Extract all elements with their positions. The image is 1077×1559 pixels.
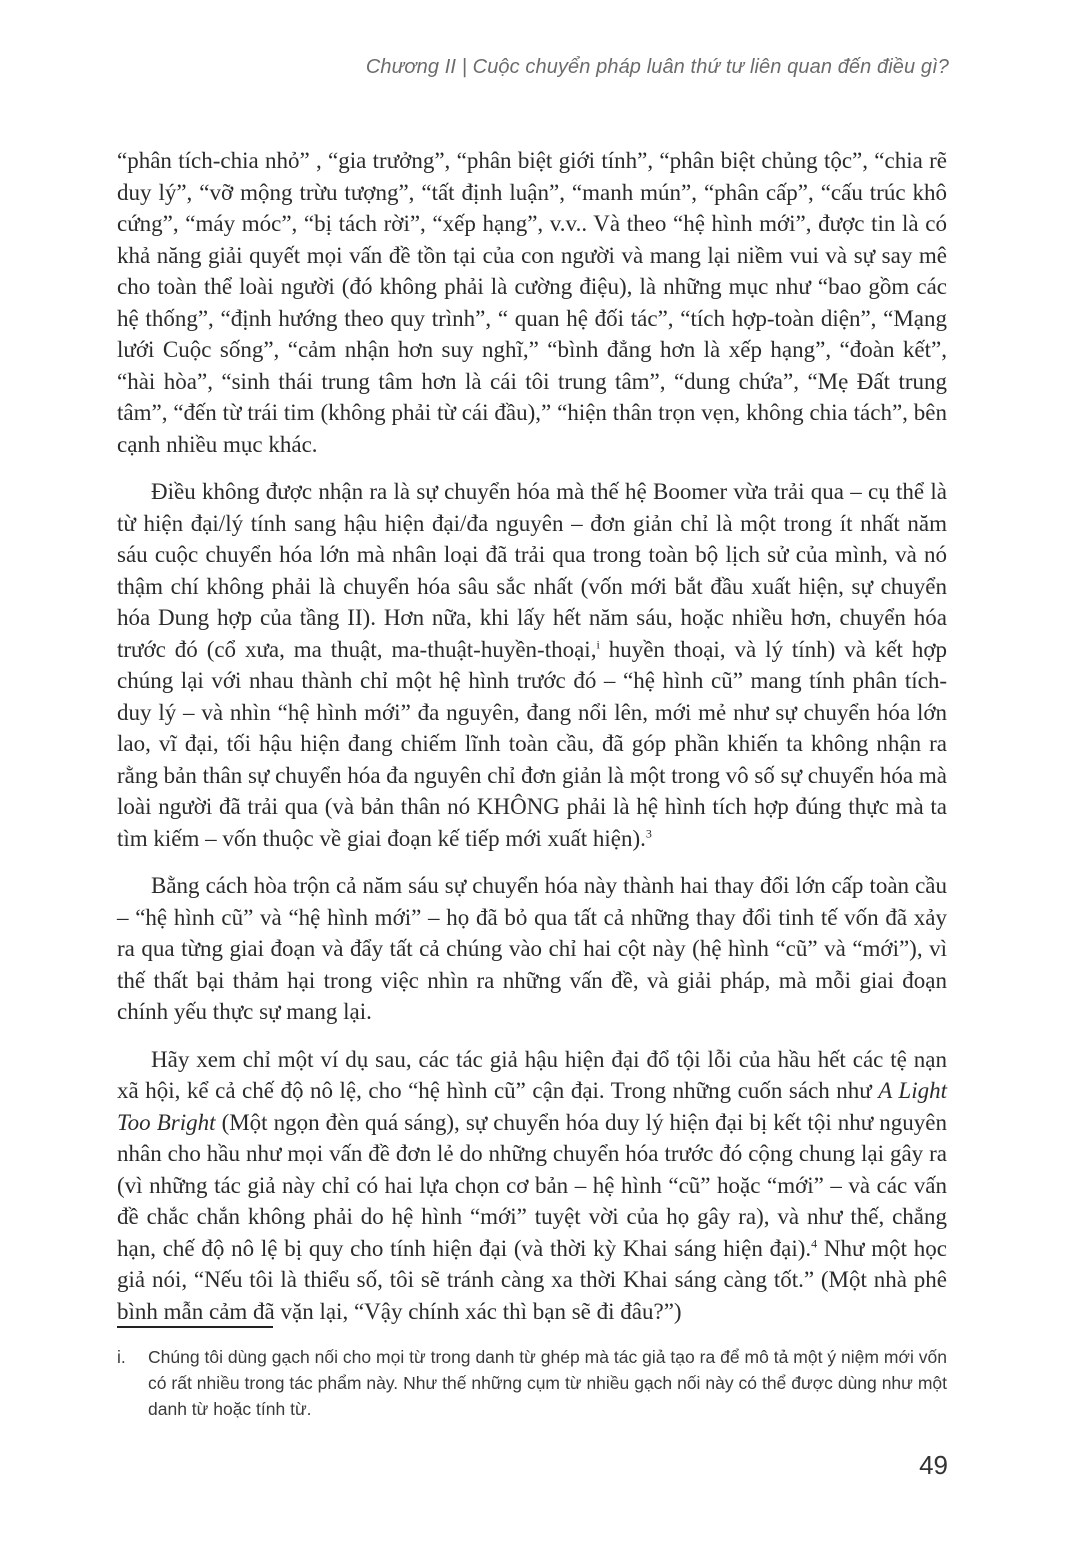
- endnote-ref-4[interactable]: 4: [811, 1235, 818, 1250]
- footnote-i: [117, 1344, 947, 1422]
- paragraph-4-part-2: (Một ngọn đèn quá sáng), sự chuyển hóa duy lý hiện đại bị kết tội như nguyên nhân cho hầu như mọi vấn đề đơn lẻ do những chuyển hóa trước đó cộng chung lại gây ra (vì những tác giả này chỉ có hai lựa chọn cơ bản – hệ hình “cũ” hoặc “mới” – và các vấn đề chắc chắn không phải do hệ hình “mới” tuyệt vời của họ gây ra), và như thế, chẳng hạn, chế độ nô lệ bị quy cho tính hiện đại (và thời kỳ Khai sáng hiện đại).: [117, 1109, 947, 1261]
- paragraph-2-part-2: huyền thoại, và lý tính) và kết hợp chúng lại với nhau thành chỉ một hệ hình trước đó – “hệ hình cũ” mang tính phân tích-duy lý – và nhìn “hệ hình mới” đa nguyên, đang nổi lên, mới mẻ như sự chuyển hóa lớn lao, vĩ đại, tối hậu hiện đang chiếm lĩnh toàn cầu, đã góp phần khiến ta không nhận ra rằng bản thân sự chuyển hóa đa nguyên chỉ đơn giản là một trong vô số sự chuyển hóa mà loài người đã trải qua (và bản thân nó KHÔNG phải là hệ hình tích hợp đúng thực mà ta tìm kiếm – vốn thuộc về giai đoạn kế tiếp mới xuất hiện).: [117, 636, 947, 851]
- book-title: A Light Too Bright: [117, 1078, 947, 1135]
- paragraph-2: [117, 476, 947, 854]
- paragraph-1: “phân tích-chia nhỏ” , “gia trưởng”, “phân biệt giới tính”, “phân biệt chủng tộc”, “chia rẽ duy lý”, “vỡ mộng trừu tượng”, “tất định luận”, “manh mún”, “phân cấp”, “cấu trúc khô cứng”, “máy móc”, “bị tách rời”, “xếp hạng”, v.v.. Và theo “hệ hình mới”, được tin là có khả năng giải quyết mọi vấn đề tồn tại của con người và mang lại niềm vui và sự say mê cho toàn thể loài người (đó không phải là cường điệu), là những mục như “bao gồm các hệ thống”, “định hướng theo quy trình”, “ quan hệ đối tác”, “tích hợp-toàn diện”, “Mạng lưới Cuộc sống”, “cảm nhận hơn suy nghĩ,” “bình đẳng hơn là xếp hạng”, “đoàn kết”, “hài hòa”, “sinh thái trung tâm hơn là cái tôi trung tâm”, “dung chứa”, “Mẹ Đất trung tâm”, “đến từ trái tim (không phải từ cái đầu),” “hiện thân trọn vẹn, không chia tách”, bên cạnh nhiều mục khác.: [117, 148, 947, 457]
- body-text: [117, 145, 947, 1343]
- paragraph-4-part-3: Như một học giả nói, “Nếu tôi là thiểu số, tôi sẽ tránh càng xa thời Khai sáng càng tốt.” (Một nhà phê bình mẫn cảm đã vặn lại, “Vậy chính xác thì bạn sẽ đi đâu?”): [117, 1235, 947, 1324]
- endnote-ref-3[interactable]: 3: [645, 825, 652, 840]
- footnote-divider: [117, 1326, 273, 1328]
- paragraph-2-part-1: Điều không được nhận ra là sự chuyển hóa mà thế hệ Boomer vừa trải qua – cụ thể là từ hiện đại/lý tính sang hậu hiện đại/đa nguyên – đơn giản chỉ là một trong ít nhất năm sáu cuộc chuyển hóa lớn mà nhân loại đã trải qua trong toàn bộ lịch sử của mình, và nó thậm chí không phải là chuyển hóa sâu sắc nhất (vốn mới bắt đầu xuất hiện, sự chuyển hóa Dung hợp của tầng II). Hơn nữa, khi lấy hết năm sáu, hoặc nhiều hơn, chuyển hóa trước đó (cổ xưa, ma thuật, ma-thuật-huyền-thoại,: [117, 479, 947, 662]
- running-head: Chương II | Cuộc chuyển pháp luân thứ tư liên quan đến điều gì?: [365, 56, 949, 78]
- paragraph-4-part-1: Hãy xem chỉ một ví dụ sau, các tác giả hậu hiện đại đổ tội lỗi của hầu hết các tệ nạn xã hội, kể cả chế độ nô lệ, cho “hệ hình cũ” cận đại. Trong những cuốn sách như: [117, 1046, 947, 1103]
- paragraph-4: [117, 1044, 947, 1328]
- footnote-text: Chúng tôi dùng gạch nối cho mọi từ trong danh từ ghép mà tác giả tạo ra để mô tả một ý niệm mới vốn có rất nhiều trong tác phẩm này. Như thế những cụm từ nhiều gạch nối này có thể được dùng như một danh từ hoặc tính từ.: [148, 1347, 947, 1419]
- footnote-marker: i.: [117, 1347, 126, 1367]
- page-number: 49: [919, 1450, 948, 1480]
- paragraph-3: Bằng cách hòa trộn cả năm sáu sự chuyển hóa này thành hai thay đổi lớn cấp toàn cầu – “hệ hình cũ” và “hệ hình mới” – họ đã bỏ qua tất cả những thay đổi tinh tế vốn đã xảy ra qua từng giai đoạn và đẩy tất cả chúng vào chỉ hai cột này (hệ hình “cũ” và “mới”), vì thế thất bại thảm hại trong việc nhìn ra những vấn đề, và giải pháp, mà mỗi giai đoạn chính yếu thực sự mang lại.: [117, 873, 947, 1024]
- footnote-ref-i[interactable]: i: [596, 636, 600, 651]
